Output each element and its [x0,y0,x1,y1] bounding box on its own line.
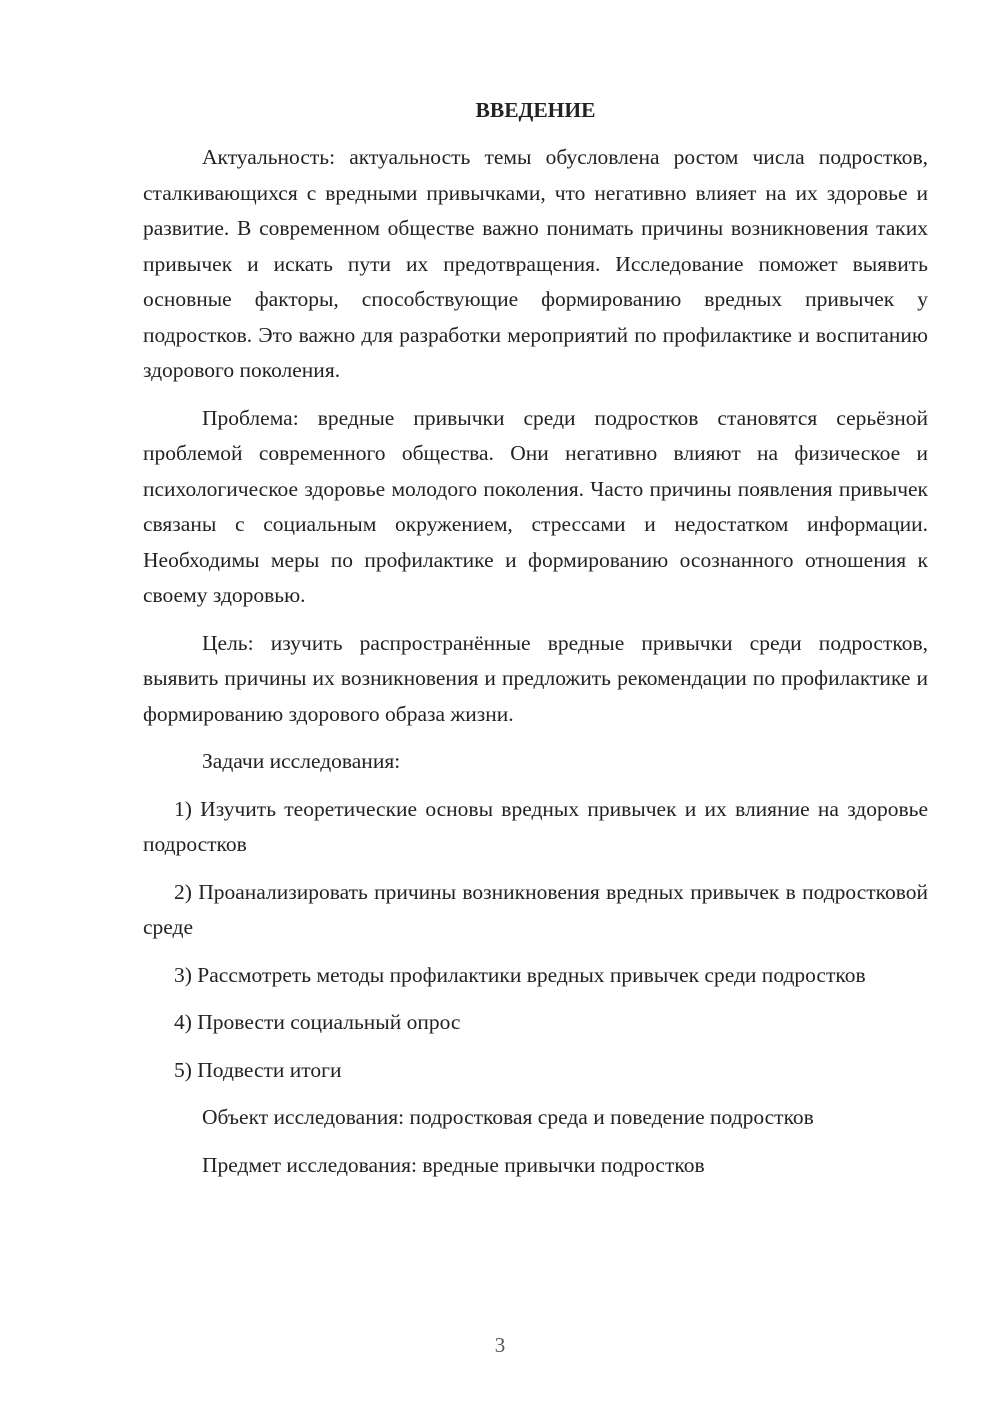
research-object: Объект исследования: подростковая среда и поведение подростков [202,1105,814,1129]
page-title: ВВЕДЕНИЕ [475,98,596,122]
research-subject: Предмет исследования: вредные привычки подростков [202,1152,705,1177]
task-item-4: 4) Провести социальный опрос [174,1010,461,1034]
task-item-5: 5) Подвести итоги [174,1057,342,1082]
paragraph-goal: Цель: изучить распространённые вредные привычки среди подростков, выявить причины их возникновения и предложить рекомендации по профилактике и формированию здорового образа жизни. [143,630,928,726]
page-number: 3 [494,1333,506,1357]
task-item-1: 1) Изучить теоретические основы вредных привычек и их влияние на здоровье подростков [143,796,928,856]
tasks-heading: Задачи исследования: [202,749,401,773]
paragraph-problem: Проблема: вредные привычки среди подростков становятся серьёзной проблемой современного общества. Они негативно влияют на физическое и психологическое здоровье молодого поколения. Часто причины появления привычек связаны с социальным окружением, стрессами и недостатком информации. Необходимы меры по профилактике и формированию осознанного отношения к своему здоровью. [143,405,928,607]
paragraph-relevance: Актуальность: актуальность темы обусловлена ростом числа подростков, сталкивающихся с вредными привычками, что негативно влияет на их здоровье и развитие. В современном обществе важно понимать причины возникновения таких привычек и искать пути их предотвращения. Исследование поможет выявить основные факторы, способствующие формированию вредных привычек у подростков. Это важно для разработки мероприятий по профилактике и воспитанию здорового поколения. [143,145,928,382]
task-item-2: 2) Проанализировать причины возникновения вредных привычек в подростковой среде [143,879,928,939]
page-content [143,93,928,1195]
task-item-3: 3) Рассмотреть методы профилактики вредных привычек среди подростков [174,962,866,987]
